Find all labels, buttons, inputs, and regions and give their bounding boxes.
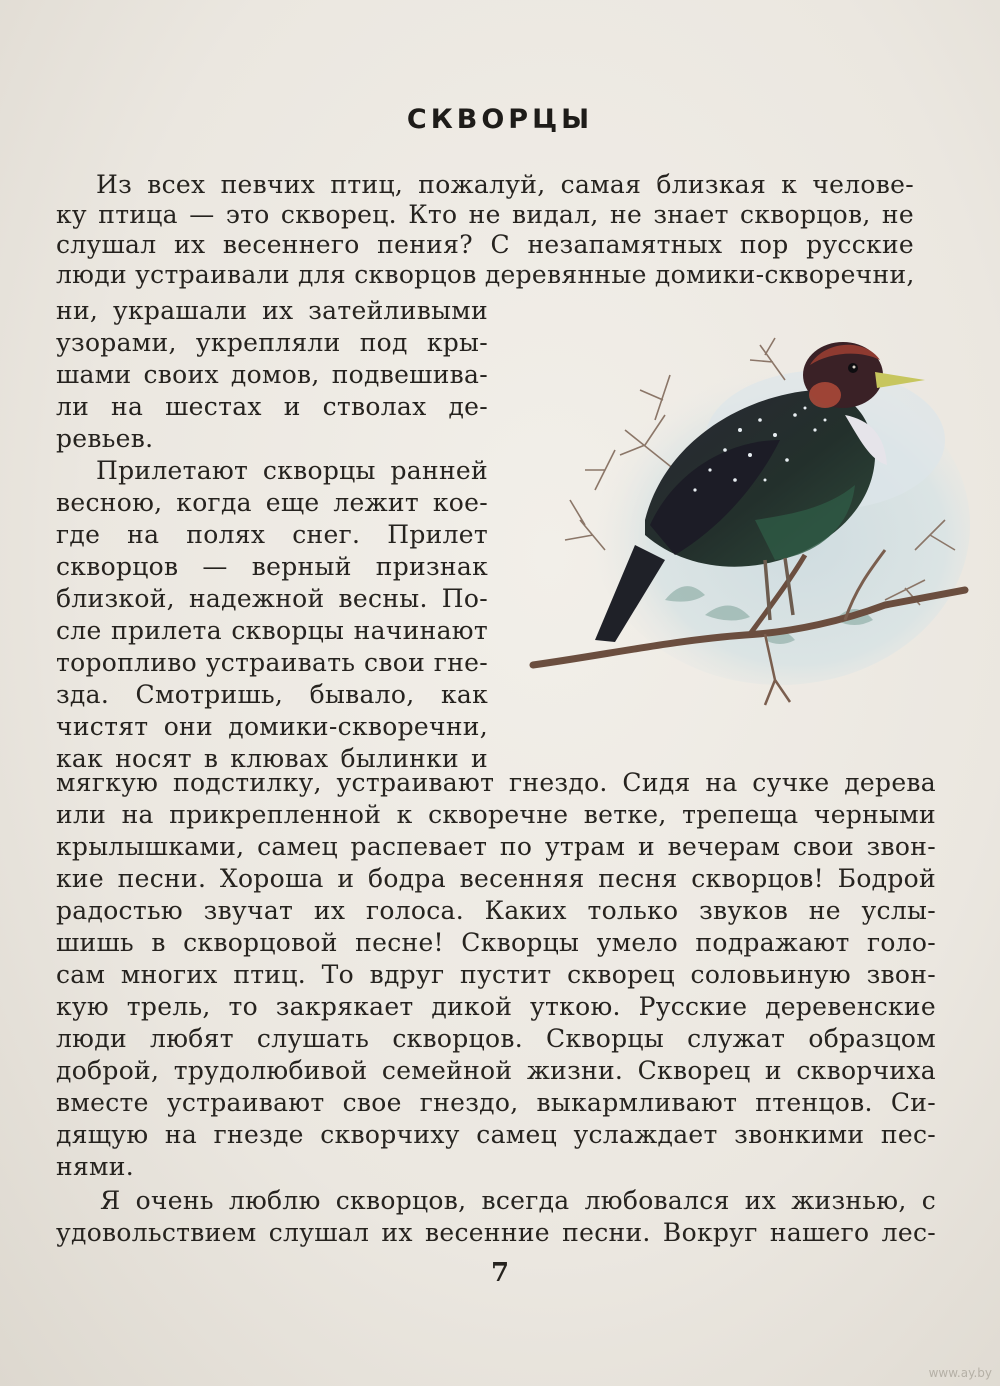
text-line: ни, украшали их затейливыми (56, 296, 488, 325)
text-line: доброй, трудолюбивой семейной жизни. Скворец и скворчиха (56, 1056, 936, 1085)
text-line: сле прилета скворцы начинают (56, 616, 488, 645)
text-line: ревьев. (56, 424, 154, 453)
text-line: кие песни. Хороша и бодра весенняя песня скворцов! Бодрой (56, 864, 936, 893)
text-line: сам многих птиц. То вдруг пустит скворец соловьиную звон- (56, 960, 936, 989)
text-line: шишь в скворцовой песне! Скворцы умело подражают голо- (56, 928, 936, 957)
chapter-title: СКВОРЦЫ (406, 104, 594, 135)
text-line: Прилетают скворцы ранней (96, 456, 488, 485)
text-line: скворцов — верный признак (56, 552, 488, 581)
text-line: шами своих домов, подвешива- (56, 360, 488, 389)
watermark: www.ay.by (928, 1366, 992, 1380)
text-line: мягкую подстилку, устраивают гнездо. Сидя на сучке дерева (56, 768, 936, 797)
text-line: зда. Смотришь, бывало, как (56, 680, 488, 709)
text-line: узорами, укрепляли под кры- (56, 328, 488, 357)
text-line: кую трель, то закрякает дикой уткою. Русские деревенские (56, 992, 936, 1021)
text-line: вместе устраивают свое гнездо, выкармливают птенцов. Си- (56, 1088, 936, 1117)
text-line: дящую на гнезде скворчиху самец услаждает звонкими пес- (56, 1120, 936, 1149)
starling-illustration (525, 320, 975, 710)
text-line: как носят в клювах былинки и (56, 744, 488, 773)
text-line: ли на шестах и стволах де- (56, 392, 488, 421)
text-line: крылышками, самец распевает по утрам и вечерам свои звон- (56, 832, 936, 861)
text-line: радостью звучат их голоса. Каких только звуков не услы- (56, 896, 936, 925)
text-line: люди устраивали для скворцов деревянные домики-скворечни, (56, 260, 915, 289)
text-line: удовольствием слушал их весенние песни. Вокруг нашего лес- (56, 1218, 936, 1247)
text-line: торопливо устраивать свои гне- (56, 648, 488, 677)
text-line: чистят они домики-скворечни, (56, 712, 488, 741)
text-line: Я очень люблю скворцов, всегда любовался их жизнью, с (100, 1186, 936, 1215)
text-line: Из всех певчих птиц, пожалуй, самая близкая к челове- (96, 170, 914, 199)
text-line: слушал их весеннего пения? С незапамятных пор русские (56, 230, 914, 259)
text-line: где на полях снег. Прилет (56, 520, 488, 549)
text-line: близкой, надежной весны. По- (56, 584, 488, 613)
text-line: люди любят слушать скворцов. Скворцы служат образцом (56, 1024, 936, 1053)
text-line: нями. (56, 1152, 134, 1181)
text-line: ку птица — это скворец. Кто не видал, не знает скворцов, не (56, 200, 914, 229)
page-number: 7 (490, 1258, 510, 1288)
text-line: или на прикрепленной к скворечне ветке, трепеща черными (56, 800, 936, 829)
text-line: весною, когда еще лежит кое- (56, 488, 488, 517)
